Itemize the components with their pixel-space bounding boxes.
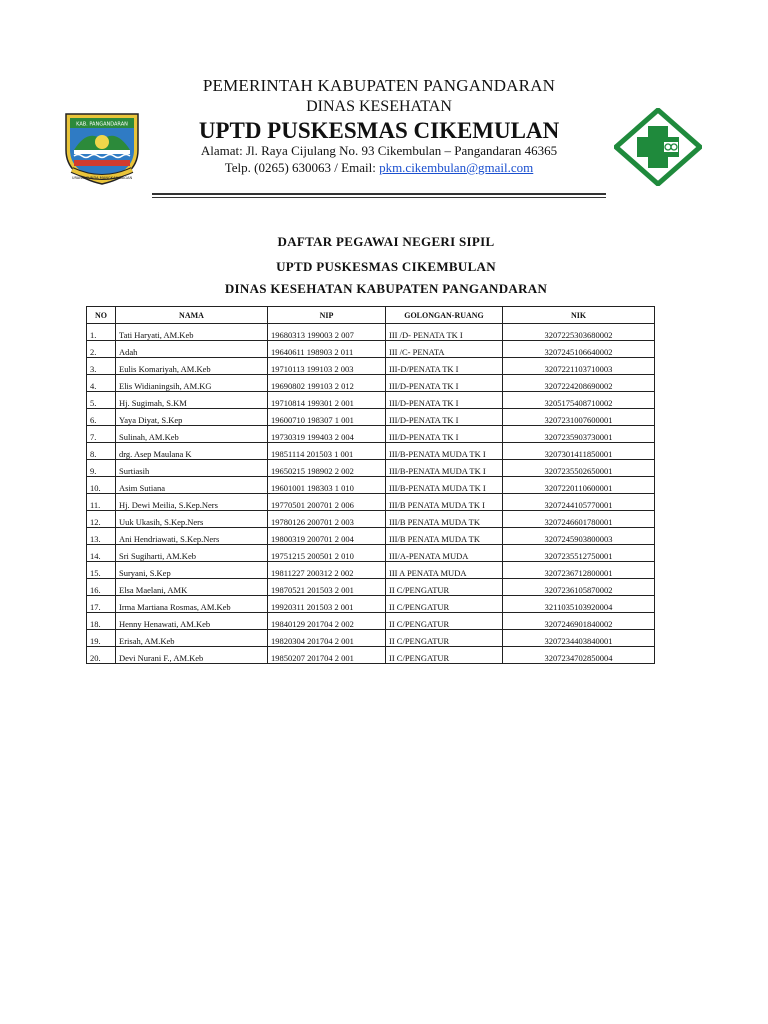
table-row bbox=[87, 579, 655, 596]
cell-nama: Henny Henawati, AM.Keb bbox=[116, 613, 268, 630]
employee-table bbox=[86, 306, 655, 664]
cell-no: 18. bbox=[87, 613, 116, 630]
cell-nama: Elis Widianingsih, AM.KG bbox=[116, 375, 268, 392]
cell-nip: 19780126 200701 2 003 bbox=[268, 511, 386, 528]
cell-no: 12. bbox=[87, 511, 116, 528]
document-title: DAFTAR PEGAWAI NEGERI SIPIL bbox=[277, 234, 495, 249]
cell-nip: 19730319 199403 2 004 bbox=[268, 426, 386, 443]
table-header-row bbox=[87, 307, 655, 324]
letterhead-address: Alamat: Jl. Raya Cijulang No. 93 Cikembulan – Pangandaran 46365 bbox=[200, 143, 558, 158]
table-row bbox=[87, 596, 655, 613]
cell-golongan: III/D-PENATA TK I bbox=[386, 375, 503, 392]
letterhead-department: DINAS KESEHATAN bbox=[306, 98, 452, 115]
cell-no: 9. bbox=[87, 460, 116, 477]
cell-golongan: III/B PENATA MUDA TK bbox=[386, 511, 503, 528]
logo-left-text: KAB. PANGANDARAN bbox=[76, 121, 128, 128]
cell-no: 8. bbox=[87, 443, 116, 460]
header-no: NO bbox=[87, 307, 116, 324]
table-row bbox=[87, 528, 655, 545]
cell-no: 20. bbox=[87, 647, 116, 664]
cell-nip: 19650215 198902 2 002 bbox=[268, 460, 386, 477]
document-subtitle-agency: DINAS KESEHATAN KABUPATEN PANGANDARAN bbox=[224, 281, 548, 296]
table-row bbox=[87, 545, 655, 562]
cell-nik: 3207231007600001 bbox=[503, 409, 655, 426]
table-row bbox=[87, 358, 655, 375]
cell-golongan: III/D-PENATA TK I bbox=[386, 409, 503, 426]
cell-nama: Hj. Sugimah, S.KM bbox=[116, 392, 268, 409]
table-row bbox=[87, 341, 655, 358]
cell-nama: Irma Martiana Rosmas, AM.Keb bbox=[116, 596, 268, 613]
cell-nama: Eulis Komariyah, AM.Keb bbox=[116, 358, 268, 375]
cell-golongan: III/B-PENATA MUDA TK I bbox=[386, 477, 503, 494]
cell-nik: 3207235502650001 bbox=[503, 460, 655, 477]
header-nama: NAMA bbox=[116, 307, 268, 324]
table-row bbox=[87, 477, 655, 494]
cell-nip: 19851114 201503 1 001 bbox=[268, 443, 386, 460]
cell-no: 4. bbox=[87, 375, 116, 392]
cell-nip: 19920311 201503 2 001 bbox=[268, 596, 386, 613]
cell-nik: 3207234403840001 bbox=[503, 630, 655, 647]
cell-nik: 3207220110600001 bbox=[503, 477, 655, 494]
cell-nik: 3207245106640002 bbox=[503, 341, 655, 358]
cell-no: 11. bbox=[87, 494, 116, 511]
cell-nik: 3207236105870002 bbox=[503, 579, 655, 596]
cell-nip: 19800319 200701 2 004 bbox=[268, 528, 386, 545]
table-row bbox=[87, 562, 655, 579]
cell-no: 7. bbox=[87, 426, 116, 443]
table-row bbox=[87, 494, 655, 511]
cell-golongan: III /D- PENATA TK I bbox=[386, 324, 503, 341]
letterhead-contact bbox=[0, 160, 763, 176]
cell-nip: 19710113 199103 2 003 bbox=[268, 358, 386, 375]
cell-nik: 3207244105770001 bbox=[503, 494, 655, 511]
cell-golongan: II C/PENGATUR bbox=[386, 613, 503, 630]
table-row bbox=[87, 511, 655, 528]
cell-nik: 3207301411850001 bbox=[503, 443, 655, 460]
cell-nik: 3207246901840002 bbox=[503, 613, 655, 630]
letterhead-institution: UPTD PUSKESMAS CIKEMULAN bbox=[198, 118, 560, 143]
table-row bbox=[87, 647, 655, 664]
cell-nik: 3207224208690002 bbox=[503, 375, 655, 392]
cell-no: 15. bbox=[87, 562, 116, 579]
cell-nip: 19770501 200701 2 006 bbox=[268, 494, 386, 511]
cell-nama: Sri Sugiharti, AM.Keb bbox=[116, 545, 268, 562]
cell-nama: Yaya Diyat, S.Kep bbox=[116, 409, 268, 426]
cell-golongan: III/D-PENATA TK I bbox=[386, 392, 503, 409]
cell-nip: 19820304 201704 2 001 bbox=[268, 630, 386, 647]
cell-nip: 19850207 201704 2 001 bbox=[268, 647, 386, 664]
cell-golongan: III/B PENATA MUDA TK bbox=[386, 528, 503, 545]
cell-no: 14. bbox=[87, 545, 116, 562]
cell-nik: 3207234702850004 bbox=[503, 647, 655, 664]
cell-no: 17. bbox=[87, 596, 116, 613]
cell-nama: Sulinah, AM.Keb bbox=[116, 426, 268, 443]
cell-golongan: III/B PENATA MUDA TK I bbox=[386, 494, 503, 511]
table-row bbox=[87, 375, 655, 392]
cell-no: 16. bbox=[87, 579, 116, 596]
table-row bbox=[87, 613, 655, 630]
cell-no: 2. bbox=[87, 341, 116, 358]
cell-nama: Suryani, S.Kep bbox=[116, 562, 268, 579]
cell-nip: 19640611 198903 2 011 bbox=[268, 341, 386, 358]
cell-nama: Ani Hendriawati, S.Kep.Ners bbox=[116, 528, 268, 545]
cell-nama: Adah bbox=[116, 341, 268, 358]
cell-nik: 3205175408710002 bbox=[503, 392, 655, 409]
table-row bbox=[87, 324, 655, 341]
cell-no: 6. bbox=[87, 409, 116, 426]
header-nip: NIP bbox=[268, 307, 386, 324]
cell-golongan: II C/PENGATUR bbox=[386, 647, 503, 664]
header-nik: NIK bbox=[503, 307, 655, 324]
cell-nip: 19840129 201704 2 002 bbox=[268, 613, 386, 630]
cell-golongan: III/A-PENATA MUDA bbox=[386, 545, 503, 562]
table-row bbox=[87, 409, 655, 426]
table-row bbox=[87, 460, 655, 477]
cell-nik: 3207236712800001 bbox=[503, 562, 655, 579]
logo-left-motto: URANG SUNDA MANGKAN BAGAN bbox=[71, 176, 133, 180]
header-divider-thick bbox=[152, 193, 606, 195]
cell-nip: 19680313 199003 2 007 bbox=[268, 324, 386, 341]
cell-nik: 3207235512750001 bbox=[503, 545, 655, 562]
cell-golongan: II C/PENGATUR bbox=[386, 596, 503, 613]
cell-golongan: III /C- PENATA bbox=[386, 341, 503, 358]
cell-nip: 19690802 199103 2 012 bbox=[268, 375, 386, 392]
letterhead-government: PEMERINTAH KABUPATEN PANGANDARAN bbox=[202, 76, 556, 95]
cell-no: 10. bbox=[87, 477, 116, 494]
cell-nama: Surtiasih bbox=[116, 460, 268, 477]
cell-golongan: II C/PENGATUR bbox=[386, 579, 503, 596]
cell-no: 3. bbox=[87, 358, 116, 375]
cell-nik: 3207225303680002 bbox=[503, 324, 655, 341]
table-body bbox=[87, 324, 655, 664]
cell-nama: Hj. Dewi Meilia, S.Kep.Ners bbox=[116, 494, 268, 511]
cell-golongan: III/B-PENATA MUDA TK I bbox=[386, 443, 503, 460]
cell-nik: 3207235903730001 bbox=[503, 426, 655, 443]
cell-nama: Asim Sutiana bbox=[116, 477, 268, 494]
cell-golongan: III-D/PENATA TK I bbox=[386, 358, 503, 375]
cell-nama: Uuk Ukasih, S.Kep.Ners bbox=[116, 511, 268, 528]
cell-golongan: III/D-PENATA TK I bbox=[386, 426, 503, 443]
header-divider-thin bbox=[152, 197, 606, 198]
cell-nik: 3207245903800003 bbox=[503, 528, 655, 545]
letterhead-phone: Telp. (0265) 630063 / Email: bbox=[224, 160, 380, 175]
cell-nip: 19710814 199301 2 001 bbox=[268, 392, 386, 409]
cell-nik: 3211035103920004 bbox=[503, 596, 655, 613]
table-row bbox=[87, 392, 655, 409]
cell-no: 19. bbox=[87, 630, 116, 647]
document-subtitle-unit: UPTD PUSKESMAS CIKEMBULAN bbox=[276, 259, 496, 274]
cell-nama: drg. Asep Maulana K bbox=[116, 443, 268, 460]
cell-nama: Tati Haryati, AM.Keb bbox=[116, 324, 268, 341]
cell-nip: 19751215 200501 2 010 bbox=[268, 545, 386, 562]
cell-nip: 19601001 198303 1 010 bbox=[268, 477, 386, 494]
cell-nip: 19870521 201503 2 001 bbox=[268, 579, 386, 596]
table-row bbox=[87, 443, 655, 460]
email-link[interactable]: pkm.cikembulan@gmail.com bbox=[379, 160, 534, 175]
cell-no: 1. bbox=[87, 324, 116, 341]
cell-no: 13. bbox=[87, 528, 116, 545]
cell-no: 5. bbox=[87, 392, 116, 409]
cell-golongan: II C/PENGATUR bbox=[386, 630, 503, 647]
cell-nik: 3207221103710003 bbox=[503, 358, 655, 375]
table-row bbox=[87, 426, 655, 443]
cell-golongan: III A PENATA MUDA bbox=[386, 562, 503, 579]
header-golongan: GOLONGAN-RUANG bbox=[386, 307, 503, 324]
cell-golongan: III/B-PENATA MUDA TK I bbox=[386, 460, 503, 477]
table-row bbox=[87, 630, 655, 647]
cell-nik: 3207246601780001 bbox=[503, 511, 655, 528]
cell-nama: Erisah, AM.Keb bbox=[116, 630, 268, 647]
cell-nama: Elsa Maelani, AMK bbox=[116, 579, 268, 596]
cell-nama: Devi Nurani F., AM.Keb bbox=[116, 647, 268, 664]
cell-nip: 19811227 200312 2 002 bbox=[268, 562, 386, 579]
cell-nip: 19600710 198307 1 001 bbox=[268, 409, 386, 426]
